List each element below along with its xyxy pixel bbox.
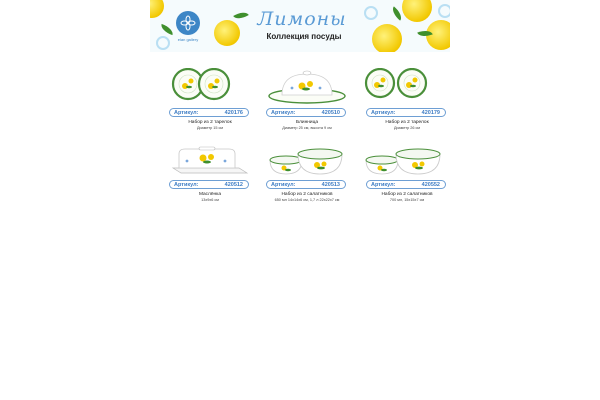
leaf-decoration — [233, 9, 249, 22]
lemon-decoration — [402, 0, 432, 22]
product-card[interactable] — [165, 140, 255, 205]
article-badge — [266, 108, 346, 117]
product-name: Набор из 2 салатников — [281, 192, 333, 197]
article-label: Артикул: — [371, 182, 396, 188]
water-splash-decoration — [438, 4, 450, 18]
article-number: 420176 — [224, 110, 243, 116]
product-description: 700 мл, 15х15х7 см — [389, 198, 425, 202]
product-name: Набор из 2 тарелок — [385, 120, 429, 125]
salad-bowls-image — [362, 140, 452, 178]
product-name: Набор из 2 тарелок — [188, 120, 232, 125]
product-description: Диаметр 25 см, высота 9 см — [282, 126, 332, 130]
article-number: 420552 — [421, 182, 440, 188]
article-label: Артикул: — [271, 182, 296, 188]
water-splash-decoration — [156, 36, 170, 50]
product-name: Маслёнка — [198, 192, 222, 197]
lemon-decoration — [372, 24, 402, 52]
product-description: 650 мл 14х14х6 см, 1,7 л 22х22х7 см — [274, 198, 340, 202]
product-name: Блинница — [296, 120, 318, 125]
article-label: Артикул: — [174, 182, 199, 188]
plates-image — [165, 68, 255, 106]
article-label: Артикул: — [371, 110, 396, 116]
leaf-decoration — [159, 24, 175, 35]
butter-dish-image — [165, 140, 255, 178]
product-card[interactable] — [262, 68, 352, 133]
product-card[interactable] — [362, 68, 452, 133]
product-description: 13х9х6 см — [201, 198, 219, 202]
flower-logo-icon — [180, 15, 196, 31]
article-number: 420512 — [224, 182, 243, 188]
product-card[interactable] — [362, 140, 452, 205]
brand-logo-text: elan gallery — [177, 37, 199, 42]
article-label: Артикул: — [271, 110, 296, 116]
product-card[interactable] — [165, 68, 255, 133]
page-title: Лимоны — [257, 8, 347, 30]
product-description: Диаметр 26 см — [393, 126, 421, 130]
product-name: Набор из 2 салатников — [381, 192, 433, 197]
article-badge — [266, 180, 346, 189]
brand-logo — [176, 11, 200, 35]
article-badge — [169, 180, 249, 189]
article-label: Артикул: — [174, 110, 199, 116]
product-card[interactable] — [262, 140, 352, 205]
article-number: 420510 — [321, 110, 340, 116]
article-badge — [366, 180, 446, 189]
pancake-dish-image — [262, 68, 352, 106]
water-splash-decoration — [364, 6, 378, 20]
product-description: Диаметр 15 см — [196, 126, 224, 130]
article-badge — [169, 108, 249, 117]
article-badge — [366, 108, 446, 117]
article-number: 420179 — [421, 110, 440, 116]
plates-image — [362, 68, 452, 106]
page-subtitle: Коллекция посуды — [266, 32, 342, 41]
article-number: 420513 — [321, 182, 340, 188]
lemon-decoration — [214, 20, 240, 46]
collection-banner — [150, 0, 450, 52]
salad-bowls-image — [262, 140, 352, 178]
lemon-decoration — [150, 0, 164, 18]
